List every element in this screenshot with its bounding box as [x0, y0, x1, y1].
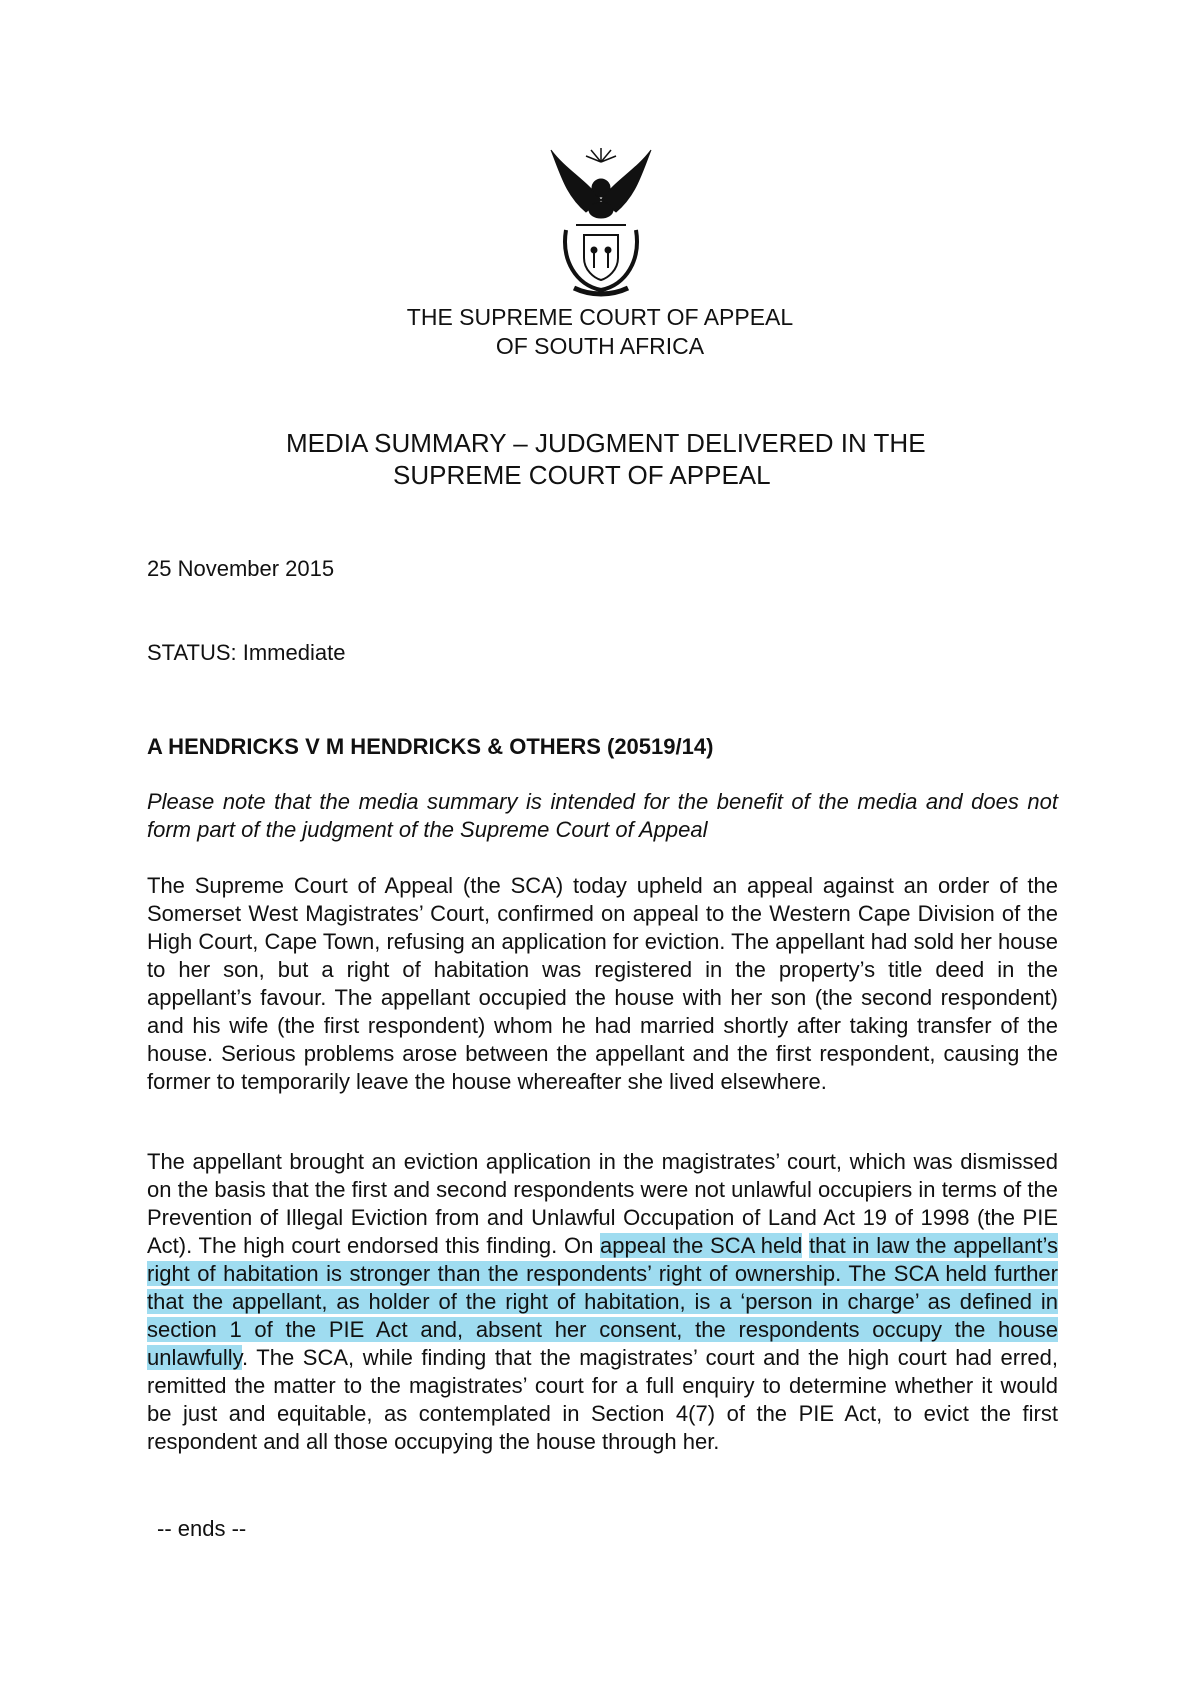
status-line: STATUS: Immediate: [147, 640, 346, 665]
ends-marker: -- ends --: [157, 1516, 247, 1541]
paragraph-2: [147, 1148, 1058, 1456]
p2-text-after: . The SCA, while finding that the magistrates’ court and the high court had erred, remitted the matter to the magistrates’ court for a full enquiry to determine whether it would be just and equitable, as contemplated in Section 4(7) of the PIE Act, to evict the first respondent and all those occupying the house through her.: [147, 1345, 1058, 1454]
coat-of-arms-icon: [546, 140, 656, 298]
case-title: A HENDRICKS V M HENDRICKS & OTHERS (20519/14): [147, 734, 714, 759]
paragraph-1: The Supreme Court of Appeal (the SCA) today upheld an appeal against an order of the Somerset West Magistrates’ Court, confirmed on appeal to the Western Cape Division of the High Court, Cape Town, refusing an application for eviction. The appellant had sold her house to her son, but a right of habitation was registered in the property’s title deed in the appellant’s favour. The appellant occupied the house with her son (the second respondent) and his wife (the first respondent) whom he had married shortly after taking transfer of the house. Serious problems arose between the appellant and the first respondent, causing the former to temporarily leave the house whereafter she lived elsewhere.: [147, 873, 1058, 1094]
disclaimer-note: Please note that the media summary is intended for the benefit of the media and does not form part of the judgment of the Supreme Court of Appeal: [147, 789, 1058, 842]
court-name-line2: OF SOUTH AFRICA: [495, 333, 705, 359]
court-name-line1: THE SUPREME COURT OF APPEAL: [406, 304, 794, 330]
highlighted-text-1: appeal the SCA held: [600, 1233, 803, 1258]
court-name: [300, 303, 900, 361]
p2-text-before: The appellant brought an eviction application in the magistrates’ court, which was dismissed on the basis that the first and second respondents were not unlawful occupiers in terms of the Prevention of Illegal Eviction from and Unlawful Occupation of Land Act 19 of 1998 (the PIE Act). The high court endorsed this finding. On: [147, 1149, 1058, 1258]
highlighted-text-2: that in law the appellant’s right of habitation is stronger than the respondents’ right of ownership. The SCA held further that the appellant, as holder of the right of habitation, is a ‘person in charge’ as defined in section 1 of the PIE Act and, absent her consent, the respondents occupy the house unlawfully: [147, 1233, 1058, 1370]
title-line1: MEDIA SUMMARY – JUDGMENT DELIVERED IN THE: [286, 428, 926, 458]
media-summary-title: [286, 427, 926, 491]
title-line2: SUPREME COURT OF APPEAL: [393, 460, 771, 490]
release-date: 25 November 2015: [147, 556, 335, 581]
